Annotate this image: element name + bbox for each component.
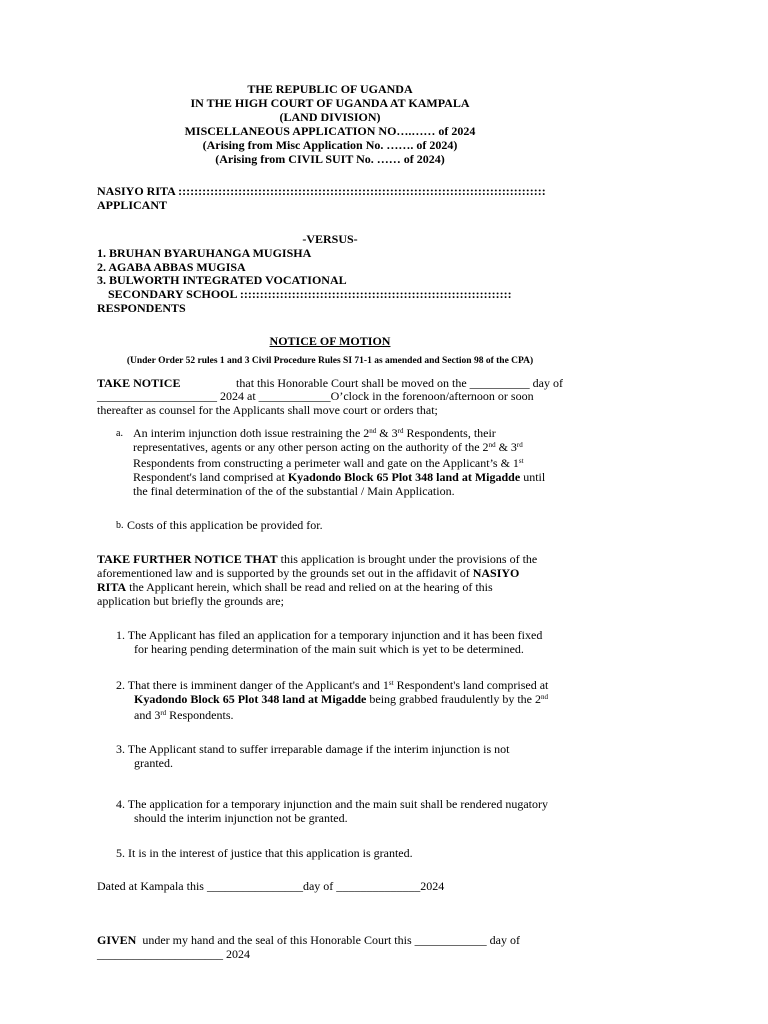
further-line-3-text: the Applicant herein, which shall be read and relied on at the hearing of this bbox=[126, 580, 493, 594]
ground-2-line-3 bbox=[134, 708, 234, 722]
order-a-line-1-part-1: An interim injunction doth issue restraining the 2 bbox=[133, 426, 370, 440]
order-a-line-1-sup-1: nd bbox=[369, 427, 377, 435]
ground-3-line-1: 3. The Applicant stand to suffer irreparable damage if the interim injunction is not bbox=[116, 742, 510, 756]
take-notice-line-3: thereafter as counsel for the Applicants shall move court or orders that; bbox=[97, 403, 438, 417]
ground-2-line-3-text: and 3 bbox=[134, 708, 161, 722]
heading-arising-civil: (Arising from CIVIL SUIT No. …… of 2024) bbox=[215, 152, 445, 166]
heading-court: IN THE HIGH COURT OF UGANDA AT KAMPALA bbox=[190, 96, 470, 110]
given-line-2: _____________________ 2024 bbox=[97, 947, 250, 961]
ground-2-line-1 bbox=[116, 678, 548, 692]
order-a-line-3-part-1: Respondents from constructing a perimeter wall and gate on the Applicant’s & 1 bbox=[133, 456, 519, 470]
notice-title: NOTICE OF MOTION bbox=[269, 334, 391, 348]
ground-5: 5. It is in the interest of justice that this application is granted. bbox=[116, 846, 413, 860]
order-a-line-1-part-3: Respondents, their bbox=[403, 426, 496, 440]
further-line-4: application but briefly the grounds are; bbox=[97, 594, 284, 608]
order-a-line-1 bbox=[133, 426, 496, 440]
further-line-2-text: aforementioned law and is supported by the grounds set out in the affidavit of bbox=[97, 566, 473, 580]
given-bold: GIVEN bbox=[97, 933, 137, 947]
notice-subtitle: (Under Order 52 rules 1 and 3 Civil Procedure Rules SI 71-1 as amended and Section 98 of the CPA) bbox=[126, 356, 534, 366]
ground-2-line-1-text-2: Respondent's land comprised at bbox=[393, 678, 549, 692]
order-a-line-2 bbox=[133, 440, 523, 454]
further-line-2 bbox=[97, 566, 519, 580]
further-applicant-last-name: RITA bbox=[97, 580, 127, 594]
ground-2-line-3-sup: rd bbox=[160, 709, 167, 717]
order-a-line-1-sup-2: rd bbox=[397, 427, 404, 435]
given-line-1 bbox=[97, 933, 520, 947]
given-line-1-text: under my hand and the seal of this Honorable Court this ____________ day of bbox=[142, 933, 520, 947]
applicant-line: NASIYO RITA :::::::::::::::::::::::::::::::::::::::::::::::::::::::::::::::::::::::::::::::::::::::::::: bbox=[97, 184, 546, 198]
respondent-2: 2. AGABA ABBAS MUGISA bbox=[97, 260, 246, 274]
order-a-line-3-sup-1: st bbox=[518, 457, 524, 465]
ground-3-line-2: granted. bbox=[134, 756, 173, 770]
respondent-3: 3. BULWORTH INTEGRATED VOCATIONAL bbox=[97, 273, 347, 287]
order-a-line-2-part-2: & 3 bbox=[495, 440, 517, 454]
further-bold: TAKE FURTHER NOTICE THAT bbox=[97, 552, 278, 566]
further-line-3 bbox=[97, 580, 493, 594]
heading-arising-misc: (Arising from Misc Application No. ……. of 2024) bbox=[202, 138, 458, 152]
order-a-line-3 bbox=[133, 456, 524, 470]
order-a-line-2-sup-1: nd bbox=[488, 441, 496, 449]
ground-4-line-2: should the interim injunction not be granted. bbox=[134, 811, 348, 825]
take-notice-line-2: ____________________ 2024 at ____________O’clock in the forenoon/afternoon or soon bbox=[97, 389, 534, 403]
dated-line: Dated at Kampala this ________________day of ______________2024 bbox=[97, 879, 445, 893]
order-b-text: Costs of this application be provided for. bbox=[127, 518, 323, 532]
heading-division: (LAND DIVISION) bbox=[279, 110, 381, 124]
order-a-line-5: the final determination of the of the substantial / Main Application. bbox=[133, 484, 455, 498]
ground-2-line-1-text: 2. That there is imminent danger of the Applicant's and 1 bbox=[116, 678, 389, 692]
further-applicant-first-name: NASIYO bbox=[472, 566, 520, 580]
ground-2-line-3-text-2: Respondents. bbox=[166, 708, 234, 722]
ground-2-line-1-sup: st bbox=[388, 679, 394, 687]
ground-2-line-2-sup: nd bbox=[541, 693, 548, 701]
further-line-1 bbox=[97, 552, 537, 566]
order-a-label: a. bbox=[116, 428, 123, 439]
order-b-label: b. bbox=[116, 520, 124, 531]
order-a-line-1-part-2: & 3 bbox=[376, 426, 398, 440]
ground-4-line-1: 4. The application for a temporary injunction and the main suit shall be rendered nugatory bbox=[116, 797, 548, 811]
heading-republic: THE REPUBLIC OF UGANDA bbox=[247, 82, 413, 96]
ground-1-line-2: for hearing pending determination of the main suit which is yet to be determined. bbox=[134, 642, 524, 656]
ground-2-land-description: Kyadondo Block 65 Plot 348 land at Migadde bbox=[134, 692, 367, 706]
respondent-3-continued: SECONDARY SCHOOL :::::::::::::::::::::::::::::::::::::::::::::::::::::::::::::::::::: bbox=[108, 287, 512, 301]
applicant-role: APPLICANT bbox=[97, 198, 168, 212]
heading-misc-application: MISCELLANEOUS APPLICATION NO….…… of 2024 bbox=[184, 124, 476, 138]
respondent-1: 1. BRUHAN BYARUHANGA MUGISHA bbox=[97, 246, 312, 260]
order-a-line-2-sup-2: rd bbox=[516, 441, 523, 449]
versus-label: -VERSUS- bbox=[302, 232, 358, 246]
ground-2-line-2 bbox=[134, 692, 548, 706]
take-notice-line-1 bbox=[97, 376, 563, 390]
further-line-1-text: this application is brought under the provisions of the bbox=[277, 552, 538, 566]
order-a-line-2-part-1: representatives, agents or any other person acting on the authority of the 2 bbox=[133, 440, 489, 454]
order-a-line-4-part-1: Respondent's land comprised at bbox=[133, 470, 288, 484]
ground-2-line-2-text: being grabbed fraudulently by the 2 bbox=[366, 692, 541, 706]
order-a-line-4-part-2: until bbox=[520, 470, 546, 484]
respondents-role: RESPONDENTS bbox=[97, 301, 186, 315]
take-notice-line-1-text: that this Honorable Court shall be moved on the __________ day of bbox=[236, 376, 563, 390]
take-notice-bold: TAKE NOTICE bbox=[97, 376, 181, 390]
order-a-line-4 bbox=[133, 470, 545, 484]
ground-1-line-1: 1. The Applicant has filed an application for a temporary injunction and it has been fixed bbox=[116, 628, 543, 642]
order-a-land-description: Kyadondo Block 65 Plot 348 land at Migadde bbox=[287, 470, 521, 484]
